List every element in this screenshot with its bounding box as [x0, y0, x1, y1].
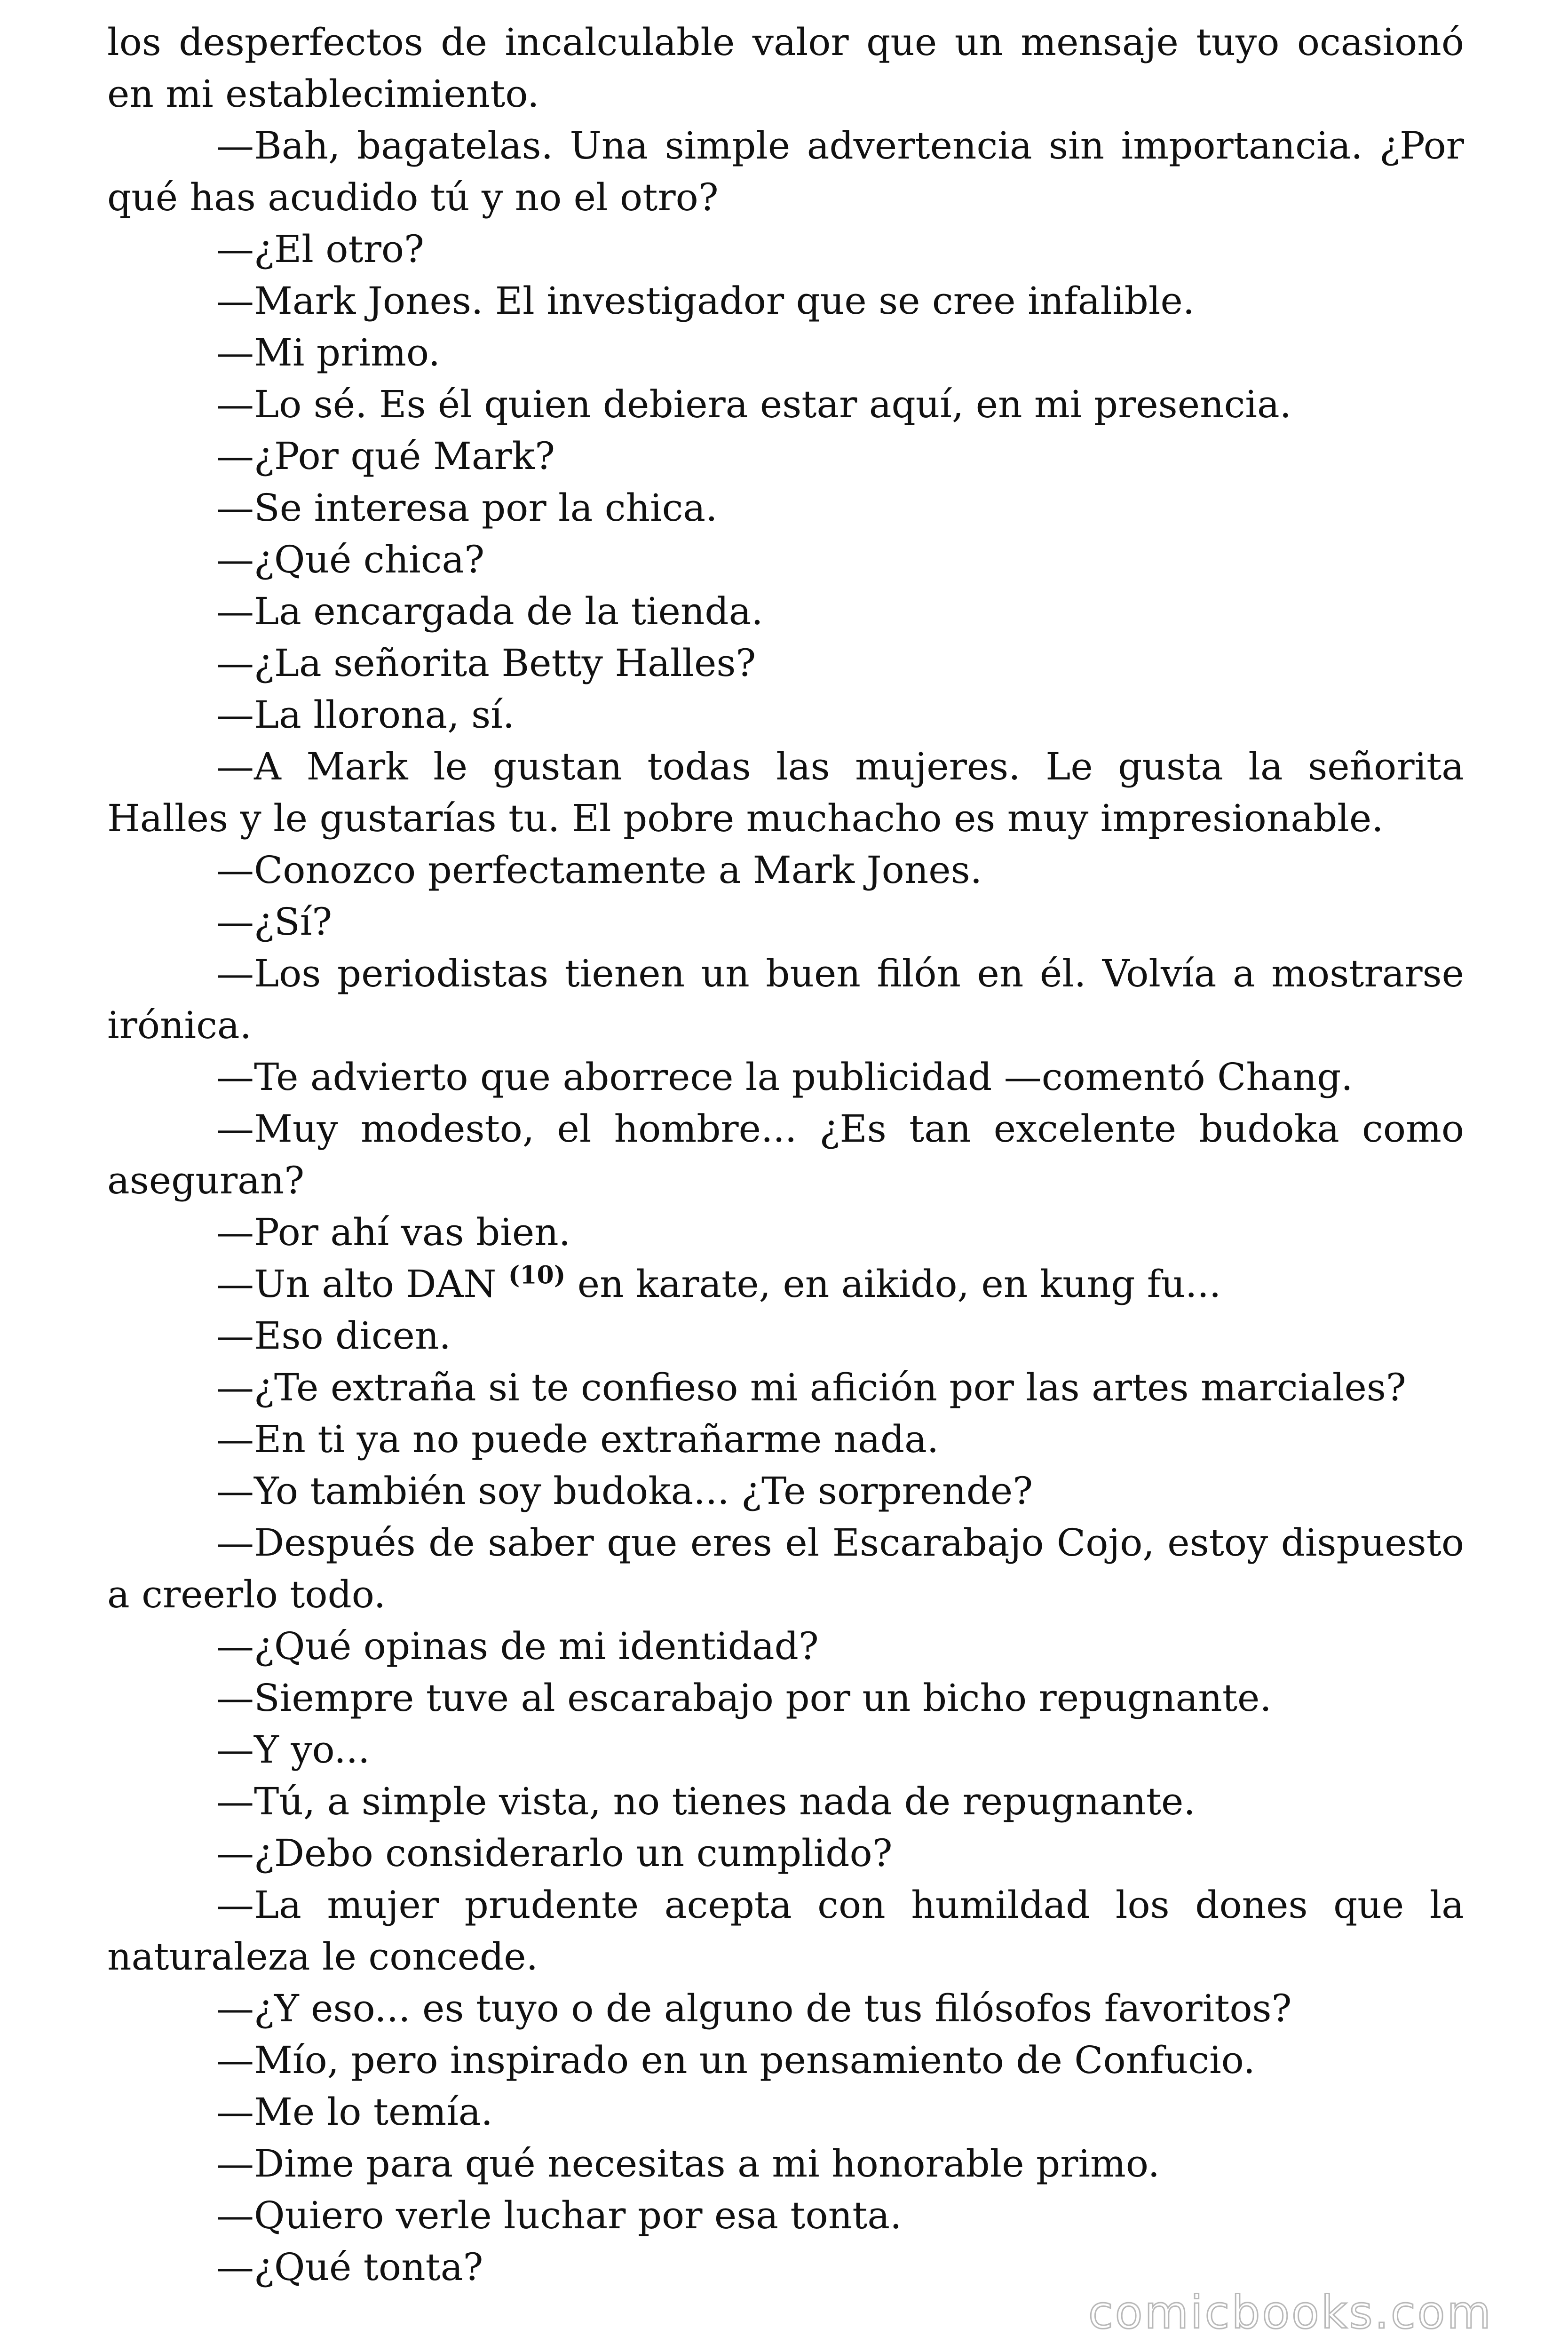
paragraph: —¿Y eso... es tuyo o de alguno de tus filósofos favoritos?: [216, 1986, 1292, 2030]
paragraph: —Lo sé. Es él quien debiera estar aquí, en mi presencia.: [216, 382, 1292, 426]
paragraph: —En ti ya no puede extrañarme nada.: [216, 1417, 939, 1461]
paragraph: —Tú, a simple vista, no tienes nada de repugnante.: [216, 1780, 1196, 1823]
paragraph: —¿Sí?: [216, 900, 333, 944]
paragraph: —¿Qué opinas de mi identidad?: [216, 1624, 819, 1668]
paragraph: —Mi primo.: [216, 331, 441, 374]
paragraph: —Dime para qué necesitas a mi honorable primo.: [216, 2142, 1160, 2185]
paragraph: —¿Debo considerarlo un cumplido?: [216, 1831, 893, 1875]
paragraph: —La llorona, sí.: [216, 693, 515, 737]
paragraph: —Mío, pero inspirado en un pensamiento de Confucio.: [216, 2038, 1255, 2082]
footnote-reference: (10): [508, 1261, 566, 1290]
paragraph: —A Mark le gustan todas las mujeres. Le gusta la señorita Halles y le gustarías tu. El pobre muchacho es muy impresionable.: [107, 745, 1464, 840]
watermark: comicbooks.com: [1088, 2286, 1493, 2339]
paragraph: —Te advierto que aborrece la publicidad —comentó Chang.: [216, 1055, 1353, 1099]
paragraph: los desperfectos de incalculable valor que un mensaje tuyo ocasionó en mi establecimiento.: [107, 20, 1464, 116]
paragraph: —¿Qué tonta?: [216, 2245, 483, 2289]
paragraph: —Por ahí vas bien.: [216, 1210, 571, 1254]
paragraph: —Me lo temía.: [216, 2090, 493, 2134]
paragraph: —Muy modesto, el hombre... ¿Es tan excelente budoka como aseguran?: [107, 1107, 1464, 1202]
paragraph: —Yo también soy budoka... ¿Te sorprende?: [216, 1469, 1033, 1513]
paragraph: —La encargada de la tienda.: [216, 589, 763, 633]
paragraph: —¿Qué chica?: [216, 538, 485, 581]
paragraph: —Siempre tuve al escarabajo por un bicho repugnante.: [216, 1676, 1272, 1720]
paragraph: —Quiero verle luchar por esa tonta.: [216, 2193, 902, 2237]
paragraph: —Bah, bagatelas. Una simple advertencia sin importancia. ¿Por qué has acudido tú y no el otro?: [107, 124, 1464, 219]
paragraph: —Y yo...: [216, 1728, 370, 1772]
paragraph: —La mujer prudente acepta con humildad los dones que la naturaleza le concede.: [107, 1883, 1464, 1979]
footnote-line-start: —Un alto DAN: [216, 1262, 497, 1306]
paragraph: —Conozco perfectamente a Mark Jones.: [216, 848, 982, 892]
paragraph: —¿Te extraña si te confieso mi afición por las artes marciales?: [216, 1366, 1406, 1409]
paragraph: —¿La señorita Betty Halles?: [216, 641, 756, 685]
paragraph: —Después de saber que eres el Escarabajo Cojo, estoy dispuesto a creerlo todo.: [107, 1521, 1464, 1616]
paragraph: —Mark Jones. El investigador que se cree infalible.: [216, 279, 1195, 323]
paragraph: —¿El otro?: [216, 227, 424, 271]
paragraph: —¿Por qué Mark?: [216, 434, 555, 478]
page-text: [107, 16, 1464, 2293]
paragraph: —Eso dicen.: [216, 1314, 451, 1358]
paragraph: —Se interesa por la chica.: [216, 486, 718, 530]
paragraph: —Los periodistas tienen un buen filón en él. Volvía a mostrarse irónica.: [107, 952, 1464, 1047]
paragraph-with-footnote: [107, 1258, 1464, 1310]
footnote-line-end: en karate, en aikido, en kung fu...: [577, 1262, 1221, 1306]
